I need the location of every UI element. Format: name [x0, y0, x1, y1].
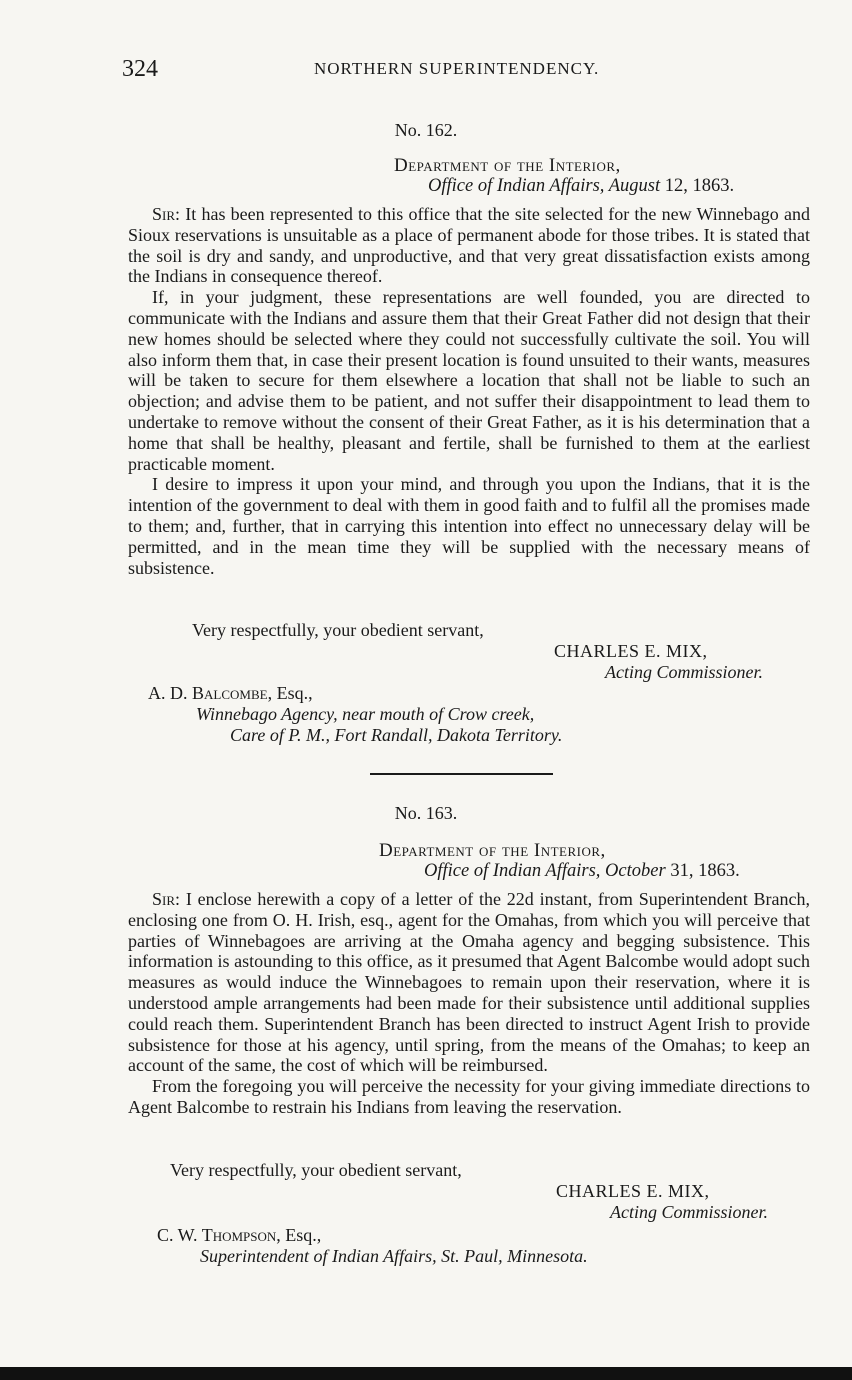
- signer-name: CHARLES E. MIX,: [556, 1181, 710, 1201]
- page-number: 324: [122, 56, 158, 82]
- scan-edge: [0, 1367, 852, 1380]
- letter-department: Department of the Interior,: [379, 840, 606, 861]
- office-date: 31, 1863.: [665, 861, 740, 881]
- closing-line: Very respectfully, your obedient servant,: [192, 620, 484, 640]
- office-date: 12, 1863.: [660, 176, 735, 196]
- body-paragraph: I desire to impress it upon your mind, and through you upon the Indians, that it is the intention of the government to deal with them in good faith and to fulfil all the promises made to them; and, further, that in carrying this intention into effect no unnecessary delay will be permitted, and in the mean time they will be supplied with the necessary means of subsistence.: [128, 474, 810, 578]
- body-paragraph: From the foregoing you will perceive the necessity for your giving immediate directions to Agent Balcombe to restrain his Indians from leaving the reservation.: [128, 1076, 810, 1117]
- addressee: [148, 683, 313, 704]
- letter-office-line: [424, 861, 740, 882]
- paragraph-text: : I enclose herewith a copy of a letter of the 22d instant, from Superintendent Branch, enclosing one from O. H. Irish, esq., agent for the Omahas, from which you will perceive that parties of Winnebagoes are arriving at the Omaha agency and begging subsistence. This information is astounding to this office, as it presumed that Agent Balcombe would adopt such measures as would induce the Winnebagoes to remain upon their reservation, where it is understood ample arrangements had been made for their subsistence until additional supplies could reach them. Superintendent Branch has been directed to instruct Agent Irish to provide subsistence for those at his agency, until spring, from the means of the Omahas; to keep an account of the same, the cost of which will be reimbursed.: [128, 889, 810, 1076]
- closing-line: Very respectfully, your obedient servant,: [170, 1160, 462, 1180]
- office-italic: Office of Indian Affairs, October: [424, 861, 666, 881]
- paragraph-text: : It has been represented to this office that the site selected for the new Winnebago and Sioux reservations is unsuitable as a place of permanent abode for those tribes. It is stated that the soil is dry and sandy, and unproductive, and that very great dissatisfaction exists among the Indians in consequence thereof.: [128, 204, 810, 287]
- letter-number: No. 163.: [394, 803, 458, 823]
- signer-name: CHARLES E. MIX,: [554, 641, 708, 661]
- addressee-name: A. D. Balcombe: [148, 683, 268, 703]
- salutation: Sir: [152, 204, 176, 224]
- address-line: Care of P. M., Fort Randall, Dakota Territory.: [230, 725, 563, 745]
- addressee-suffix: , Esq.,: [276, 1225, 322, 1245]
- addressee-suffix: , Esq.,: [267, 683, 313, 703]
- letter-department: Department of the Interior,: [394, 155, 621, 176]
- office-italic: Office of Indian Affairs, August: [428, 176, 661, 196]
- letter-office-line: [428, 176, 734, 197]
- section-divider: [370, 773, 553, 775]
- addressee: [157, 1225, 321, 1246]
- address-line: Winnebago Agency, near mouth of Crow creek,: [196, 704, 535, 724]
- salutation: Sir: [152, 889, 176, 909]
- body-paragraph: [128, 889, 810, 1076]
- body-paragraph: [128, 204, 810, 287]
- signer-title: Acting Commissioner.: [610, 1202, 769, 1222]
- running-title: NORTHERN SUPERINTENDENCY.: [314, 59, 600, 78]
- letter-body: [128, 204, 810, 578]
- body-paragraph: If, in your judgment, these representations are well founded, you are directed to communicate with the Indians and assure them that their Great Father did not design that their new homes should be selected where they could not successfully cultivate the soil. You will also inform them that, in case their present location is found unsuited to their wants, measures will be taken to secure for them elsewhere a location that shall not be liable to such an objection; and advise them to be patient, and not suffer their disappointment to lead them to undertake to remove without the consent of their Great Father, as it is his determination that a home that shall be healthy, pleasant and fertile, shall be furnished to them at the earliest practicable moment.: [128, 287, 810, 474]
- addressee-name: C. W. Thompson: [157, 1225, 277, 1245]
- letter-number: No. 162.: [394, 120, 458, 140]
- address-line: Superintendent of Indian Affairs, St. Paul, Minnesota.: [200, 1246, 588, 1266]
- running-head: [122, 56, 822, 86]
- signer-title: Acting Commissioner.: [605, 662, 764, 682]
- letter-body: [128, 889, 810, 1118]
